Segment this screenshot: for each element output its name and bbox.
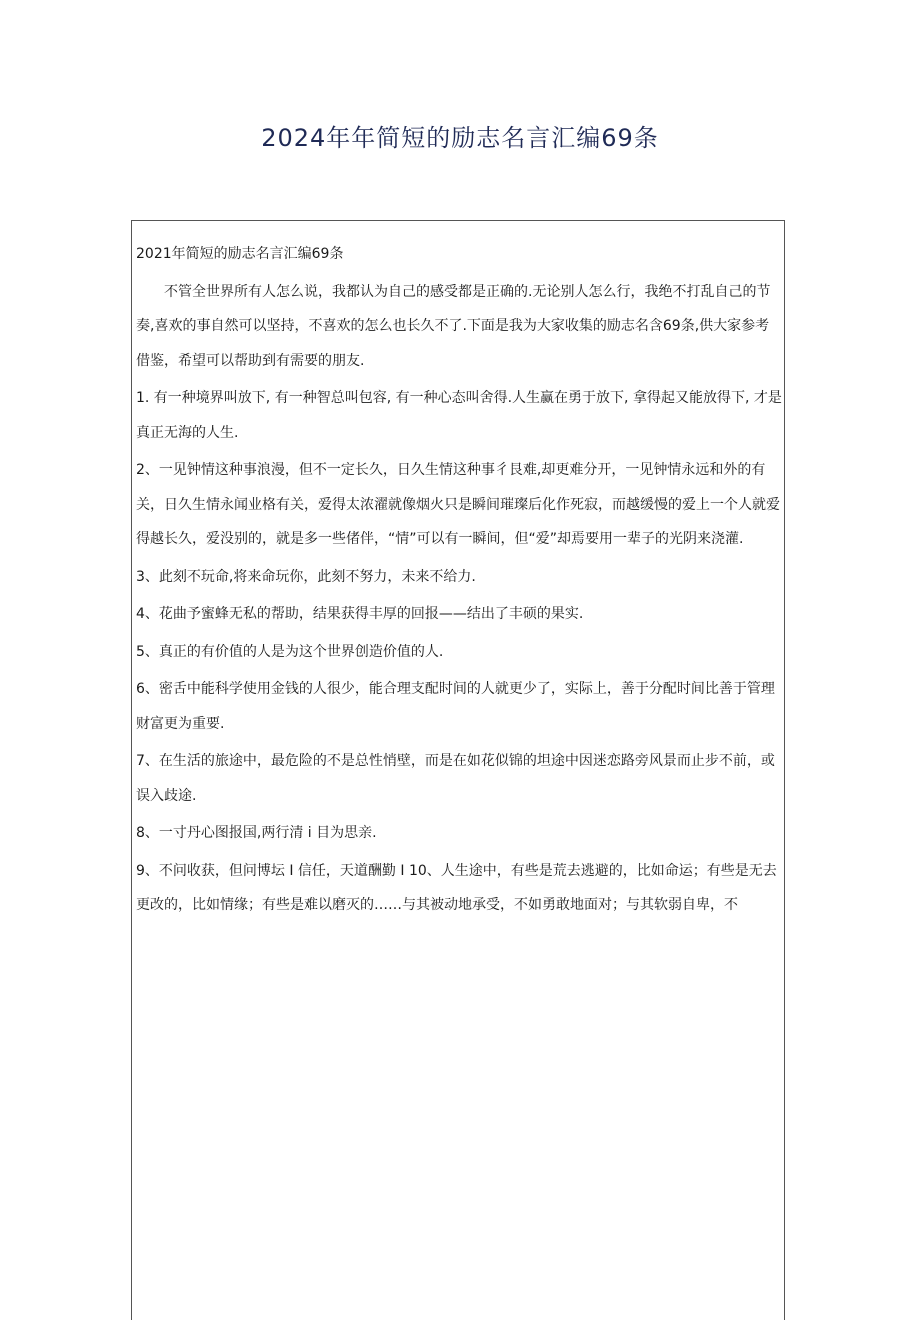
- document-subtitle: 2021年简短的励志名言汇编69条: [136, 246, 344, 262]
- quote-item-7: 7、在生活的旅途中，最危险的不是总性悄壁，而是在如花似锦的坦途中因迷恋路旁风景而止步不前，或误入歧途.: [136, 753, 775, 804]
- intro-paragraph: 不管全世界所有人怎么说，我都认为自己的感受都是正确的.无论别人怎么行，我绝不打乱自己的节奏,喜欢的事自然可以坚持，不喜欢的怎么也长久不了.下面是我为大家收集的励志名含69条,供大家参考借鉴，希望可以帮助到有需要的朋友.: [136, 283, 771, 369]
- quote-item-9: 9、不问收获，但问博坛 I 信任，天道酬勤 I 10、人生途中，有些是荒去逃避的，比如命运；有些是无去更改的，比如情缘；有些是难以磨灭的……与其被动地承受，不如勇敢地面对；与其软弱自卑，不: [136, 862, 777, 913]
- quote-item-4: 4、花曲予蜜蜂无私的帮助，结果获得丰厚的回报——结出了丰硕的果实.: [136, 606, 584, 622]
- quote-item-8: 8、一寸丹心图报国,两行清 i 目为思亲.: [136, 825, 377, 841]
- quote-item-6: 6、密舌中能科学使用金钱的人很少，能合理支配时间的人就更少了，实际上，善于分配时间比善于管理财富更为重要.: [136, 681, 775, 732]
- document-title: 2024年年简短的励志名言汇编69条: [261, 124, 659, 152]
- content-body: [136, 237, 782, 923]
- content-frame: [131, 220, 785, 1320]
- quote-item-1: 1. 有一种境界叫放下, 有一种智总叫包容, 有一种心态叫舍得.人生赢在勇于放下, 拿得起又能放得下, 才是真正无海的人生.: [136, 390, 782, 441]
- quote-item-3: 3、此刻不玩命,将来命玩你，此刻不努力，未来不给力.: [136, 568, 476, 585]
- quote-item-5: 5、真正的有价值的人是为这个世界创造价值的人.: [136, 643, 444, 660]
- quote-item-2: 2、一见钟情这种事浪漫，但不一定长久，日久生情这种事彳艮难,却更难分开，一见钟情永远和外的有关，日久生情永闻业格有关，爱得太浓濯就像烟火只是瞬间璀璨后化作死寂，而越缓慢的爱上一个人就爱得越长久，爱没别的，就是多一些偖伴，“情”可以有一瞬间，但“爱”却焉要用一辈子的光阴来浇灌.: [136, 462, 780, 547]
